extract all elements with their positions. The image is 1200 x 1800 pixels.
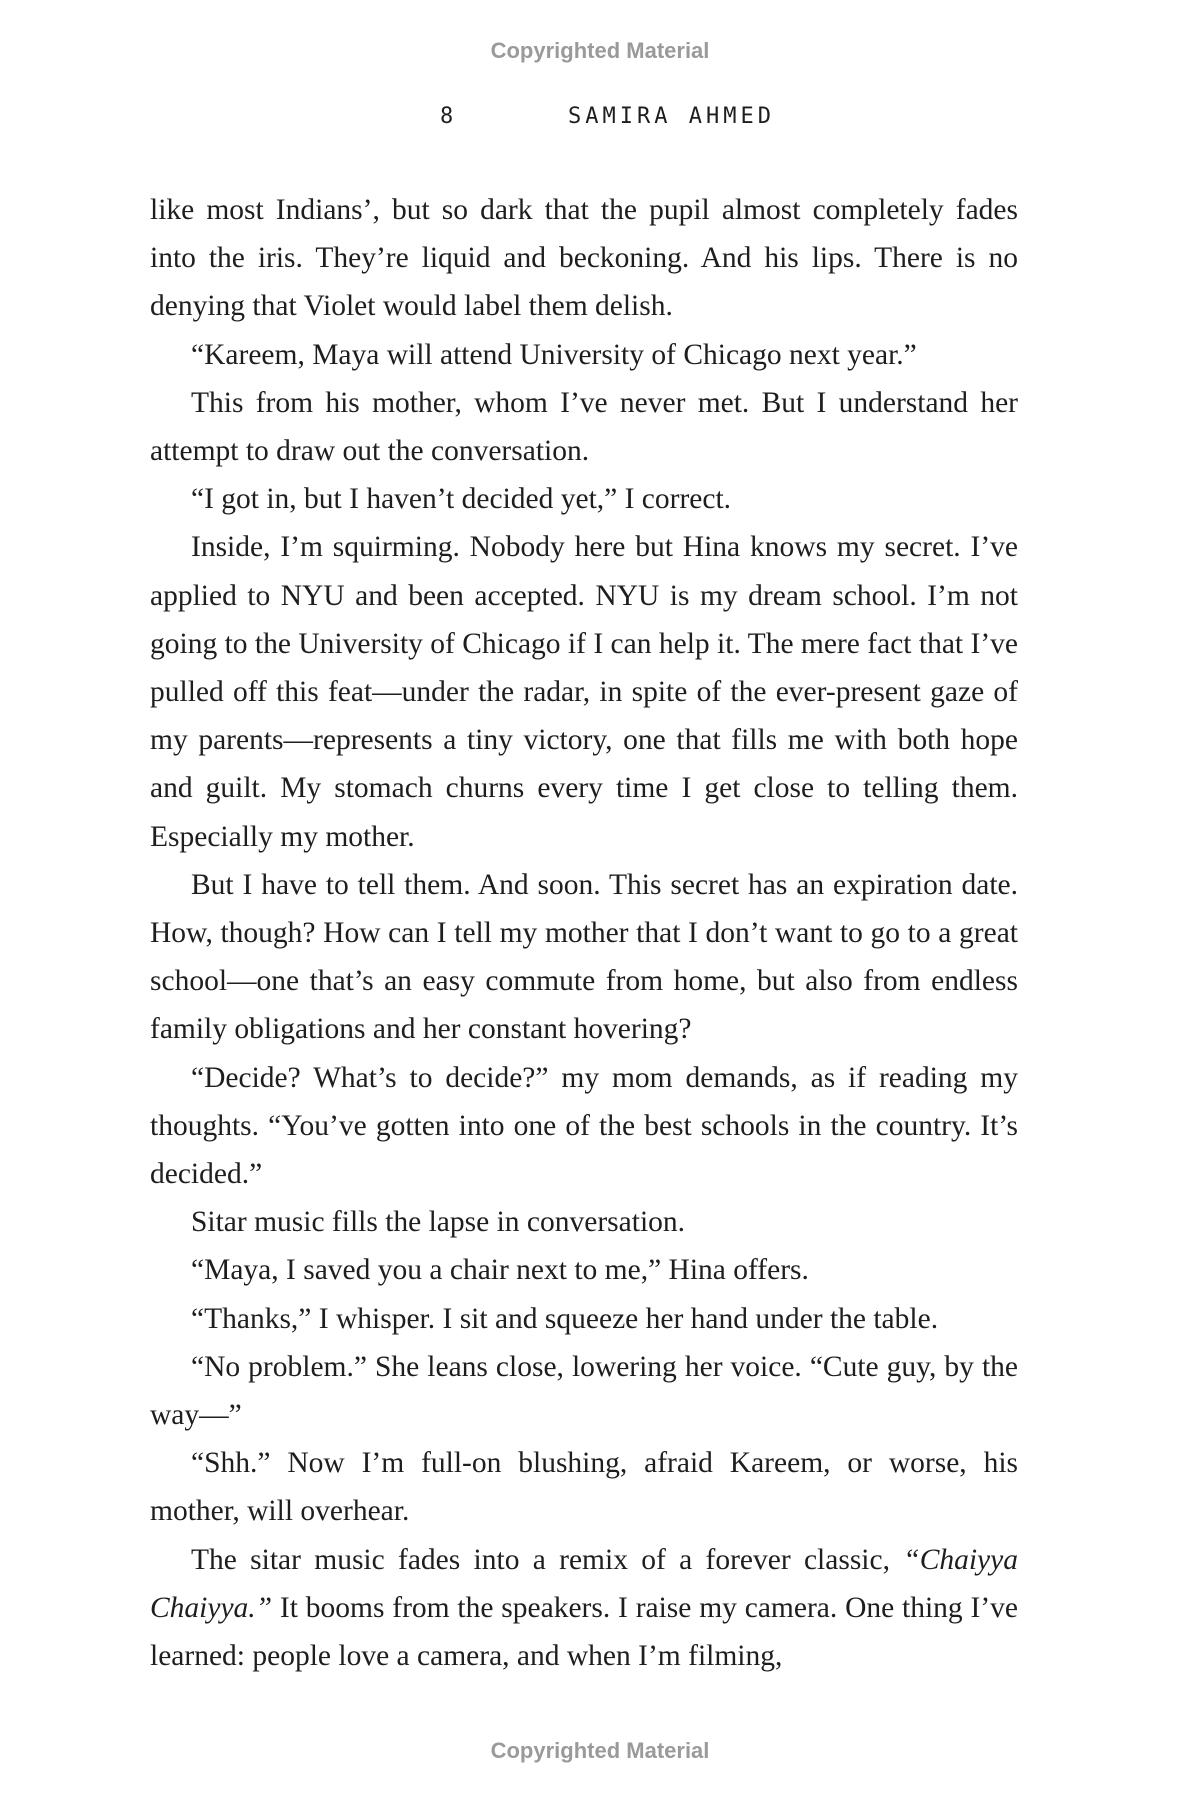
paragraph-text: It booms from the speakers. I raise my camera. One thing I’ve learned: people love a camera, and when I’m filming, bbox=[150, 1591, 1018, 1673]
page-number: 8 bbox=[440, 104, 454, 129]
running-title-author: SAMIRA AHMED bbox=[568, 104, 775, 129]
copyright-watermark-top: Copyrighted Material bbox=[490, 38, 710, 63]
paragraph: Inside, I’m squirming. Nobody here but Hina knows my secret. I’ve applied to NYU and been accepted. NYU is my dream school. I’m not going to the University of Chicago if I can help it. The mere fact that I’ve pulled off this feat—under the radar, in spite of the ever-present gaze of my parents—represents a tiny victory, one that fills me with both hope and guilt. My stomach churns every time I get close to telling them. Especially my mother. bbox=[150, 531, 1018, 853]
copyright-watermark-bottom: Copyrighted Material bbox=[490, 1738, 710, 1763]
paragraph: This from his mother, whom I’ve never met. But I understand her attempt to draw out the conversation. bbox=[150, 386, 1018, 468]
paragraph: But I have to tell them. And soon. This secret has an expiration date. How, though? How can I tell my mother that I don’t want to go to a great school—one that’s an easy commute from home, but also from endless family obligations and her constant hovering? bbox=[150, 868, 1018, 1046]
paragraph: “Maya, I saved you a chair next to me,” Hina offers. bbox=[191, 1254, 809, 1287]
running-header bbox=[0, 104, 1200, 136]
paragraph: “Shh.” Now I’m full-on blushing, afraid Kareem, or worse, his mother, will overhear. bbox=[150, 1447, 1018, 1528]
paragraph-last bbox=[150, 1536, 1018, 1681]
paragraph: “Decide? What’s to decide?” my mom demands, as if reading my thoughts. “You’ve gotten into one of the best schools in the country. It’s decided.” bbox=[150, 1061, 1018, 1191]
song-title-italic: “Chaiyya Chaiyya.” bbox=[150, 1543, 1018, 1624]
page-body-text bbox=[150, 186, 1018, 1680]
paragraph: “Thanks,” I whisper. I sit and squeeze her hand under the table. bbox=[191, 1302, 939, 1335]
paragraph: “No problem.” She leans close, lowering her voice. “Cute guy, by the way—” bbox=[150, 1350, 1018, 1432]
paragraph: “I got in, but I haven’t decided yet,” I correct. bbox=[191, 483, 732, 516]
paragraph: Sitar music fills the lapse in conversation. bbox=[191, 1206, 686, 1239]
paragraph: like most Indians’, but so dark that the pupil almost completely fades into the iris. They’re liquid and beckoning. And his lips. There is no denying that Violet would label them delish. bbox=[150, 194, 1018, 323]
paragraph-text: The sitar music fades into a remix of a forever classic, bbox=[191, 1543, 904, 1576]
paragraph: “Kareem, Maya will attend University of Chicago next year.” bbox=[191, 338, 917, 371]
